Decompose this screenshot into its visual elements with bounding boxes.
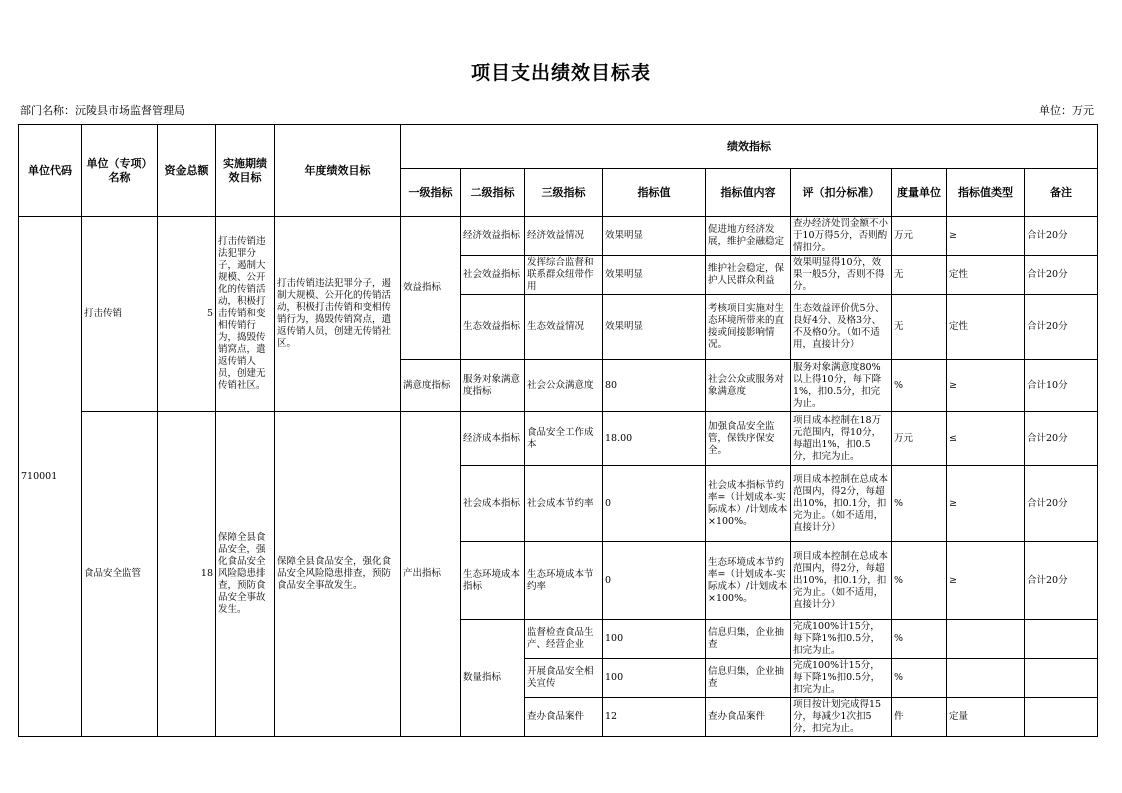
level1-cell: 满意度指标 [401, 360, 461, 412]
level3-cell: 经济效益情况 [525, 217, 603, 256]
scoring-cell: 服务对象满意度80%以上得10分，每下降1%，扣0.5分，扣完为止。 [791, 360, 892, 412]
measure-cell: % [892, 466, 947, 542]
header-level1: 一级指标 [401, 169, 461, 217]
header-annual-target: 年度绩效目标 [275, 125, 401, 217]
remark-cell: 合计10分 [1025, 360, 1098, 412]
remark-cell: 合计20分 [1025, 295, 1098, 360]
level3-cell: 生态效益情况 [525, 295, 603, 360]
level3-cell: 发挥综合监督和联系群众纽带作用 [525, 256, 603, 295]
content-cell: 社会成本指标节约率=（计划成本-实际成本）/计划成本×100%。 [706, 466, 791, 542]
header-value: 指标值 [603, 169, 706, 217]
content-cell: 加强食品安全监管，保铁序保安全。 [706, 412, 791, 466]
content-cell: 促进地方经济发展，维护金融稳定 [706, 217, 791, 256]
level2-cell: 社会成本指标 [461, 466, 525, 542]
scoring-cell: 完成100%计15分，每下降1%扣0.5分，扣完为止。 [791, 659, 892, 698]
measure-cell: 万元 [892, 412, 947, 466]
project-funds-cell: 18 [158, 412, 216, 737]
vtype-cell: ≥ [947, 217, 1025, 256]
annual-target-cell: 打击传销违法犯罪分子，遏制大规模、公开化的传销活动，积极打击传销和变相传销行为，捣毁传销窝点，遣返传销人员，创建无传销社区。 [275, 217, 401, 412]
header-value-type: 指标值类型 [947, 169, 1025, 217]
vtype-cell: 定性 [947, 295, 1025, 360]
content-cell: 信息归集，企业抽查 [706, 620, 791, 659]
level3-cell: 社会公众满意度 [525, 360, 603, 412]
value-cell: 0 [603, 466, 706, 542]
value-cell: 效果明显 [603, 217, 706, 256]
value-cell: 12 [603, 698, 706, 737]
scoring-cell: 完成100%计15分，每下降1%扣0.5分，扣完为止。 [791, 620, 892, 659]
header-impl-target: 实施期绩效目标 [216, 125, 275, 217]
level3-cell: 食品安全工作成本 [525, 412, 603, 466]
vtype-cell [947, 659, 1025, 698]
performance-target-table [18, 124, 1098, 737]
level3-cell: 监督检查食品生产、经营企业 [525, 620, 603, 659]
impl-target-cell: 保障全县食品安全，强化食品安全风险隐患排查，预防食品安全事故发生。 [216, 412, 275, 737]
content-cell: 考核项目实施对生态环境所带来的直接或间接影响情况。 [706, 295, 791, 360]
vtype-cell [947, 620, 1025, 659]
level3-cell: 社会成本节约率 [525, 466, 603, 542]
vtype-cell: 定性 [947, 256, 1025, 295]
header-measure-unit: 度量单位 [892, 169, 947, 217]
header-total-funds: 资金总额 [158, 125, 216, 217]
content-cell: 信息归集，企业抽查 [706, 659, 791, 698]
project-name-cell: 食品安全监管 [82, 412, 158, 737]
remark-cell [1025, 698, 1098, 737]
measure-cell: 无 [892, 295, 947, 360]
level2-cell: 数量指标 [461, 620, 525, 737]
remark-cell: 合计20分 [1025, 217, 1098, 256]
measure-cell: 件 [892, 698, 947, 737]
scoring-cell: 项目成本控制在总成本范围内，得2分，每超出10%，扣0.1分，扣完为止。（如不适用，直接计分） [791, 542, 892, 620]
vtype-cell: ≥ [947, 542, 1025, 620]
scoring-cell: 效果明显得10分，效果一般5分，否则不得分。 [791, 256, 892, 295]
value-cell: 100 [603, 620, 706, 659]
value-cell: 18.00 [603, 412, 706, 466]
level2-cell: 社会效益指标 [461, 256, 525, 295]
annual-target-cell: 保障全县食品安全，强化食品安全风险隐患排查，预防食品安全事故发生。 [275, 412, 401, 737]
unit-code-cell: 710001 [19, 217, 82, 737]
department-name: 部门名称：沅陵县市场监督管理局 [20, 104, 185, 117]
value-cell: 80 [603, 360, 706, 412]
remark-cell: 合计20分 [1025, 412, 1098, 466]
vtype-cell: ≤ [947, 412, 1025, 466]
value-cell: 效果明显 [603, 256, 706, 295]
header-content: 指标值内容 [706, 169, 791, 217]
currency-unit: 单位：万元 [1039, 104, 1094, 117]
level1-cell: 产出指标 [401, 412, 461, 737]
scoring-cell: 查办经济处罚金额不小于10万得5分，否则酌情扣分。 [791, 217, 892, 256]
vtype-cell: 定量 [947, 698, 1025, 737]
measure-cell: 无 [892, 256, 947, 295]
content-cell: 生态环境成本节约率=（计划成本-实际成本）/计划成本×100%。 [706, 542, 791, 620]
level1-cell: 效益指标 [401, 217, 461, 360]
scoring-cell: 项目成本控制在18万元范围内，得10分，每超出1%，扣0.5分，扣完为止。 [791, 412, 892, 466]
scoring-cell: 项目按计划完成得15分，每减少1次扣5分，扣完为止。 [791, 698, 892, 737]
level2-cell: 生态效益指标 [461, 295, 525, 360]
level2-cell: 经济成本指标 [461, 412, 525, 466]
header-level3: 三级指标 [525, 169, 603, 217]
level2-cell: 生态环境成本指标 [461, 542, 525, 620]
remark-cell [1025, 620, 1098, 659]
header-scoring: 评（扣分标准） [791, 169, 892, 217]
impl-target-cell: 打击传销违法犯罪分子，遏制大规模、公开化的传销活动，积极打击传销和变相传销行为，捣毁传销窝点，遣返传销人员，创建无传销社区。 [216, 217, 275, 412]
header-project-name: 单位（专项）名称 [82, 125, 158, 217]
measure-cell: % [892, 542, 947, 620]
vtype-cell: ≥ [947, 360, 1025, 412]
level3-cell: 开展食品安全相关宣传 [525, 659, 603, 698]
header-remark: 备注 [1025, 169, 1098, 217]
remark-cell: 合计20分 [1025, 466, 1098, 542]
page-title: 项目支出绩效目标表 [470, 62, 651, 84]
vtype-cell: ≥ [947, 466, 1025, 542]
project-funds-cell: 5 [158, 217, 216, 412]
level2-cell: 服务对象满意度指标 [461, 360, 525, 412]
measure-cell: % [892, 360, 947, 412]
header-level2: 二级指标 [461, 169, 525, 217]
remark-cell [1025, 659, 1098, 698]
measure-cell: % [892, 659, 947, 698]
value-cell: 效果明显 [603, 295, 706, 360]
measure-cell: 万元 [892, 217, 947, 256]
value-cell: 100 [603, 659, 706, 698]
scoring-cell: 生态效益评价优5分、良好4分、及格3分、不及格0分。（如不适用，直接计分） [791, 295, 892, 360]
content-cell: 查办食品案件 [706, 698, 791, 737]
level3-cell: 查办食品案件 [525, 698, 603, 737]
remark-cell: 合计20分 [1025, 542, 1098, 620]
scoring-cell: 项目成本控制在总成本范围内，得2分，每超出10%，扣0.1分，扣完为止。（如不适用，直接计分） [791, 466, 892, 542]
content-cell: 社会公众或服务对象满意度 [706, 360, 791, 412]
remark-cell: 合计20分 [1025, 256, 1098, 295]
level2-cell: 经济效益指标 [461, 217, 525, 256]
header-indicators: 绩效指标 [401, 125, 1098, 169]
value-cell: 0 [603, 542, 706, 620]
content-cell: 维护社会稳定，保护人民群众利益 [706, 256, 791, 295]
measure-cell: % [892, 620, 947, 659]
project-name-cell: 打击传销 [82, 217, 158, 412]
header-unit-code: 单位代码 [19, 125, 82, 217]
level3-cell: 生态环境成本节约率 [525, 542, 603, 620]
